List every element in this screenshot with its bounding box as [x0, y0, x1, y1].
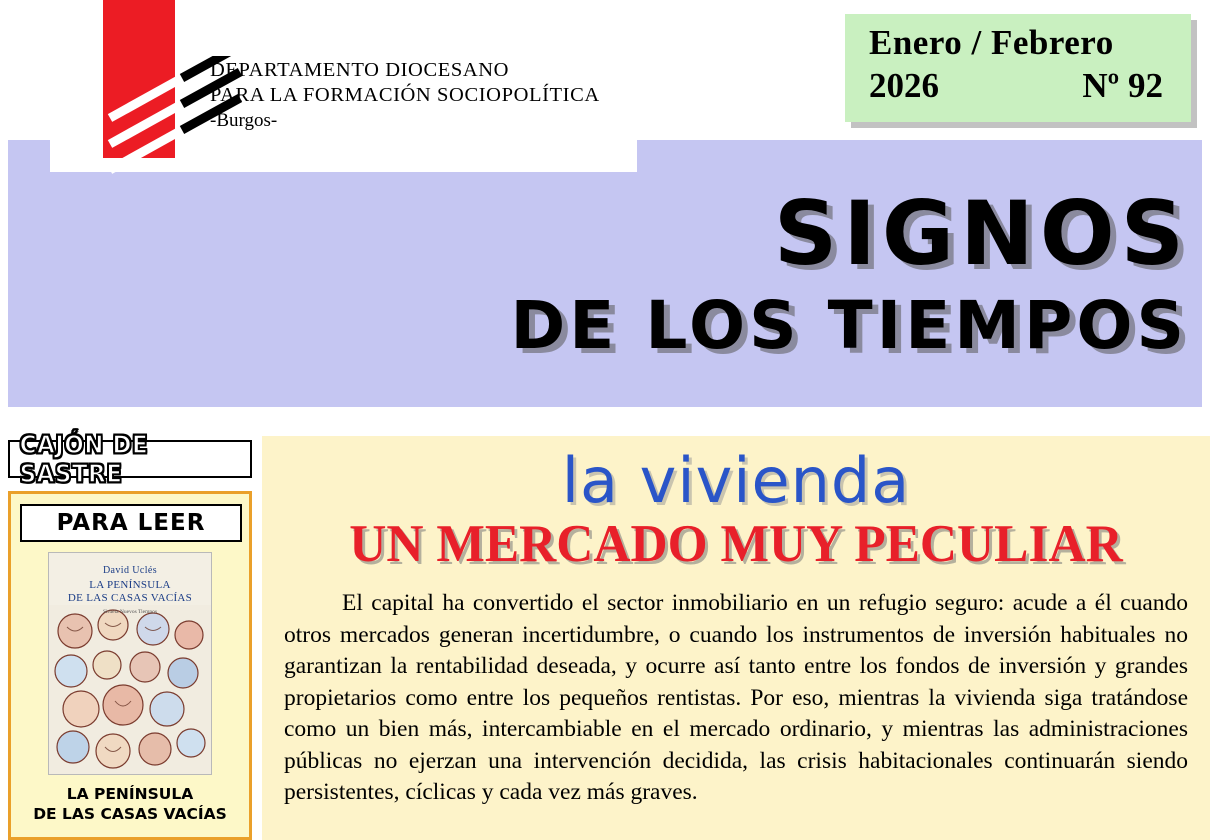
article-panel [262, 436, 1210, 840]
publication-title-line-1: SIGNOS [773, 182, 1190, 285]
issue-year-number [869, 64, 1175, 108]
book-caption-line-1: LA PENÍNSULA [66, 785, 194, 803]
article-headline-top: la vivienda [561, 444, 911, 517]
sidebar-section-label: CAJÓN DE SASTRE [19, 430, 149, 488]
department-line-3: -Burgos- [210, 110, 278, 131]
book-caption [20, 784, 240, 824]
department-name [210, 58, 600, 133]
department-line-1: DEPARTAMENTO DIOCESANO [210, 59, 510, 81]
article-headline-main: UN MERCADO MUY PECULIAR [349, 515, 1123, 573]
publication-title-line-2: DE LOS TIEMPOS [510, 287, 1188, 364]
issue-months: Enero / Febrero [869, 23, 1114, 62]
book-cover-artwork-icon [49, 605, 211, 774]
para-leer-label: PARA LEER [20, 504, 242, 542]
book-cover-text [49, 553, 211, 615]
issue-number: Nº 92 [1082, 66, 1163, 105]
issue-date-box [845, 14, 1191, 122]
logo-panel [50, 26, 637, 172]
book-cover-image [48, 552, 212, 775]
masthead [0, 0, 1210, 415]
department-line-2: PARA LA FORMACIÓN SOCIOPOLÍTICA [210, 84, 600, 106]
book-cover-title: LA PENÍNSULA DE LAS CASAS VACÍAS [67, 579, 193, 604]
page-content [0, 420, 1210, 840]
issue-year: 2026 [869, 66, 939, 105]
book-cover-author: David Uclés [102, 565, 158, 576]
book-cover-publisher: Siruela Nuevos Tiempos [102, 609, 158, 615]
book-caption-line-2: DE LAS CASAS VACÍAS [33, 805, 227, 823]
sidebar [8, 430, 256, 840]
para-leer-panel [8, 491, 252, 840]
article-paragraph: El capital ha convertido el sector inmobiliario en un refugio seguro: acude a él cuando otros mercados generan incertidumbre, o cuando los instrumentos de inversión habituales no garantizan la rentabilidad deseada, y ocurre así tanto entre los fondos de inversión y grandes propietarios como entre los pequeños rentistas. Por eso, mientras la vivienda siga tratándose como un bien más, intercambiable en el mercado ordinario, y mientras las administraciones públicas no ejerzan una intervención decidida, las crisis habitacionales continuarán siendo persistentes, cíclicas y cada vez más graves. [284, 590, 1188, 805]
sidebar-section-header [8, 430, 252, 488]
